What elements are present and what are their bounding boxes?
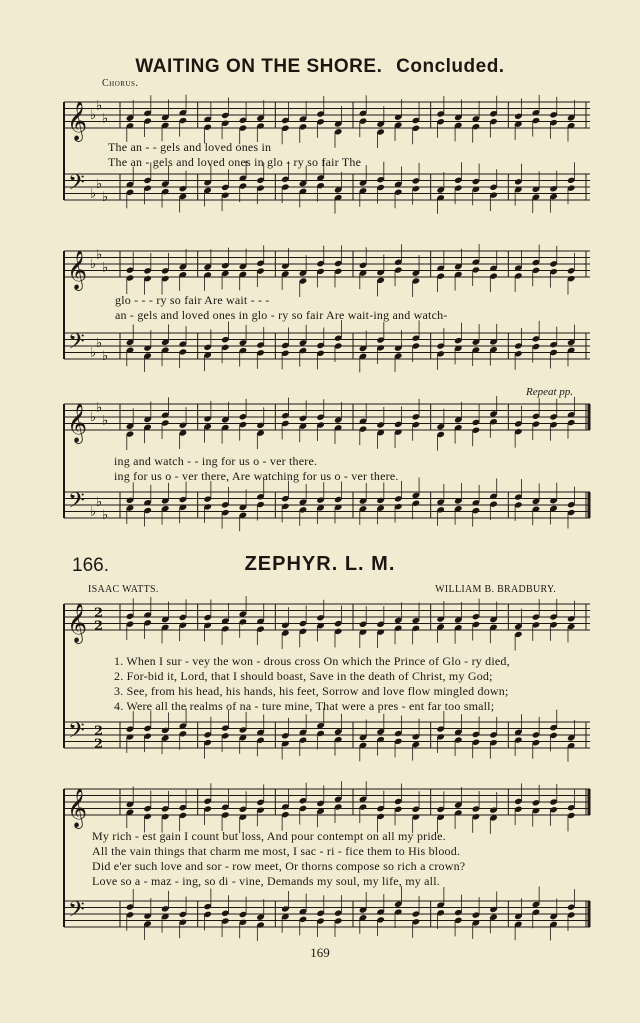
flat-sign-icon: ♭	[102, 260, 109, 276]
time-signature: 2	[94, 619, 104, 634]
flat-sign-icon: ♭	[102, 348, 109, 364]
lyric-line: The an - gels and loved ones in glo - ry so fair The	[108, 155, 362, 169]
bass-clef-icon: 𝄢	[68, 170, 85, 201]
treble-clef-icon: 𝄞	[67, 101, 88, 141]
lyric-line: All the vain things that charm me most, I sac - ri - fice them to His blood.	[92, 844, 461, 858]
flat-sign-icon: ♭	[90, 108, 97, 123]
song-title-suffix: Concluded.	[396, 56, 505, 77]
hymn-composer: WILLIAM B. BRADBURY.	[435, 584, 556, 595]
lyric-line: The an - - gels and loved ones in	[108, 140, 272, 154]
bass-clef-icon: 𝄢	[68, 718, 85, 749]
lyric-line: 4. Were all the realms of na - ture mine, That were a pres - ent far too small;	[114, 699, 495, 713]
flat-sign-icon: ♭	[96, 247, 103, 263]
bass-clef-icon: 𝄢	[68, 897, 85, 928]
song-title-text: WAITING ON THE SHORE.	[135, 56, 383, 77]
hymn-title: ZEPHYR. L. M.	[244, 553, 396, 575]
chorus-label: Chorus.	[102, 78, 139, 89]
page-number: 169	[310, 945, 330, 960]
flat-sign-icon: ♭	[102, 189, 109, 205]
flat-sign-icon: ♭	[96, 335, 103, 351]
flat-sign-icon: ♭	[96, 176, 103, 192]
lyric-line: Did e'er such love and sor - row meet, Or thorns compose so rich a crown?	[92, 859, 466, 873]
treble-clef-icon: 𝄞	[67, 603, 88, 643]
lyric-line: 3. See, from his head, his hands, his feet, Sorrow and love flow mingled down;	[114, 684, 509, 698]
flat-sign-icon: ♭	[90, 504, 97, 520]
flat-sign-icon: ♭	[102, 413, 109, 429]
time-signature: 2	[94, 606, 104, 621]
flat-sign-icon: ♭	[90, 410, 97, 425]
lyric-line: My rich - est gain I count but loss, And pour contempt on all my pride.	[92, 829, 446, 843]
flat-sign-icon: ♭	[96, 494, 103, 510]
treble-clef-icon: 𝄞	[67, 403, 88, 443]
lyric-line: 1. When I sur - vey the won - drous cross On which the Prince of Glo - ry died,	[114, 654, 510, 668]
flat-sign-icon: ♭	[90, 257, 97, 272]
flat-sign-icon: ♭	[90, 345, 97, 361]
lyric-line: an - gels and loved ones in glo - ry so fair Are wait-ing and watch-	[115, 308, 448, 322]
song-title	[0, 56, 640, 78]
repeat-marking: Repeat pp.	[526, 386, 574, 398]
flat-sign-icon: ♭	[102, 507, 109, 523]
bass-clef-icon: 𝄢	[68, 329, 85, 360]
treble-clef-icon: 𝄞	[67, 788, 88, 828]
flat-sign-icon: ♭	[96, 400, 103, 416]
time-signature: 2	[94, 737, 104, 752]
lyric-line: 2. For-bid it, Lord, that I should boast, Save in the death of Christ, my God;	[114, 669, 493, 683]
time-signature: 2	[94, 724, 104, 739]
lyric-line: glo - - - ry so fair Are wait - - -	[115, 293, 270, 307]
lyric-line: ing and watch - - ing for us o - ver there.	[114, 454, 318, 468]
flat-sign-icon: ♭	[102, 111, 109, 127]
lyric-line: ing for us o - ver there, Are watching for us o - ver there.	[114, 469, 399, 483]
hymn-number: 166.	[72, 555, 109, 576]
flat-sign-icon: ♭	[96, 98, 103, 114]
flat-sign-icon: ♭	[90, 186, 97, 202]
hymn-author: ISAAC WATTS.	[88, 584, 159, 595]
bass-clef-icon: 𝄢	[68, 488, 85, 519]
lyric-line: Love so a - maz - ing, so di - vine, Demands my soul, my life, my all.	[92, 874, 440, 888]
treble-clef-icon: 𝄞	[67, 250, 88, 290]
